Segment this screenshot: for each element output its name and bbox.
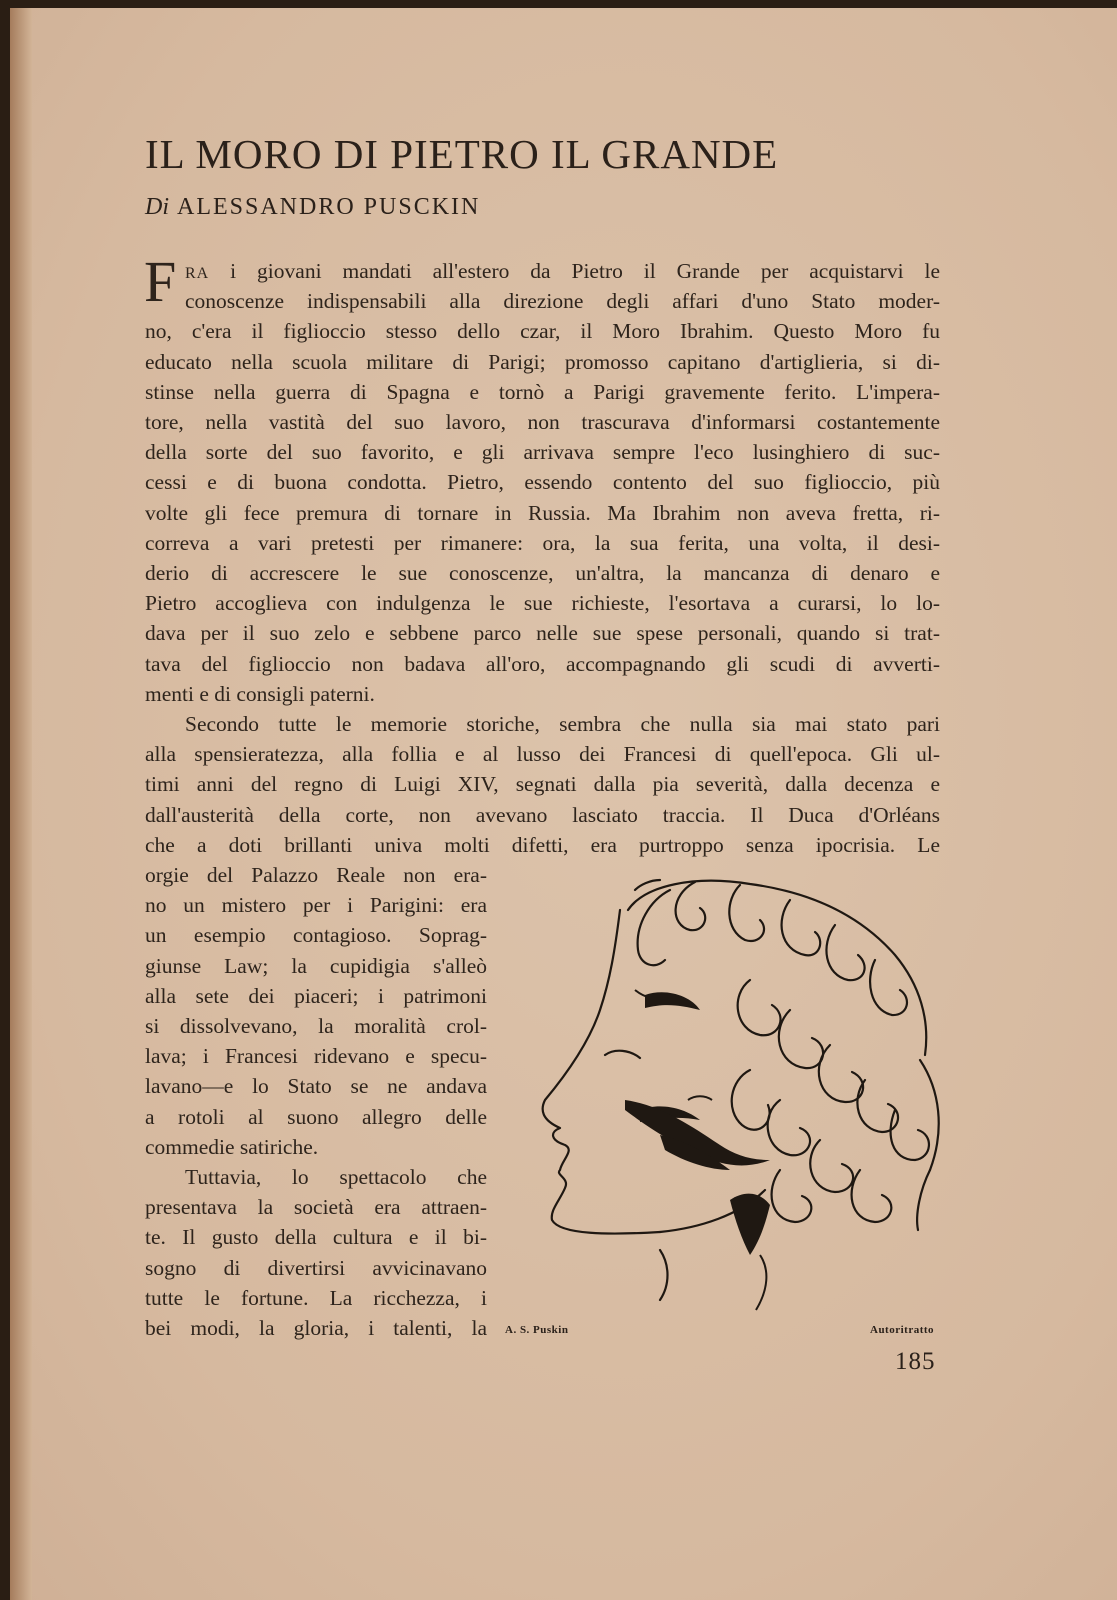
page-number: 185	[895, 1348, 936, 1375]
body-line: Pietro accoglieva con indulgenza le sue richieste, l'esortava a curarsi, lo lo-	[145, 591, 940, 615]
body-line: derio di accrescere le sue conoscenze, un'altra, la mancanza di denaro e	[145, 561, 940, 585]
byline-prefix: Di	[145, 194, 169, 220]
body-line: no, c'era il figlioccio stesso dello czar, il Moro Ibrahim. Questo Moro fu	[145, 319, 940, 343]
body-line: orgie del Palazzo Reale non era-	[145, 863, 487, 887]
body-line: che a doti brillanti univa molti difetti, era purtroppo senza ipocrisia. Le	[145, 833, 940, 857]
body-line: sogno di divertirsi avvicinavano	[145, 1256, 487, 1280]
body-line: dall'austerità della corte, non avevano lasciato traccia. Il Duca d'Orléans	[145, 803, 940, 827]
body-line: timi anni del regno di Luigi XIV, segnati dalla pia severità, dalla decenza e	[145, 772, 940, 796]
drop-cap-continuation: RA	[185, 265, 210, 282]
body-line: cessi e di buona condotta. Pietro, essendo contento del suo figlioccio, più	[145, 470, 940, 494]
author-name: ALESSANDRO PUSCKIN	[177, 194, 481, 220]
body-line: alla spensieratezza, alla follia e al lusso dei Francesi di quell'epoca. Gli ul-	[145, 742, 940, 766]
first-line-text: i giovani mandati all'estero da Pietro il Grande per acquistarvi le	[209, 259, 940, 283]
body-line: menti e di consigli paterni.	[145, 682, 375, 706]
body-line: volte gli fece premura di tornare in Russia. Ma Ibrahim non aveva fretta, ri-	[145, 501, 940, 525]
body-line: tutte le fortune. La ricchezza, i	[145, 1286, 487, 1310]
body-line: presentava la società era attraen-	[145, 1195, 487, 1219]
body-line: bei modi, la gloria, i talenti, la	[145, 1316, 487, 1340]
article-title: IL MORO DI PIETRO IL GRANDE	[145, 131, 779, 177]
figure-caption-right: Autoritratto	[870, 1324, 935, 1336]
body-line: stinse nella guerra di Spagna e tornò a Parigi gravemente ferito. L'impera-	[145, 380, 940, 404]
body-line: lavano—e lo Stato se ne andava	[145, 1074, 487, 1098]
body-line: educato nella scuola militare di Parigi; promosso capitano d'artiglieria, si di-	[145, 350, 940, 374]
body-line: della sorte del suo favorito, e gli arrivava sempre l'eco lusinghiero di suc-	[145, 440, 940, 464]
body-line	[185, 256, 940, 286]
body-line: alla sete dei piaceri; i patrimoni	[145, 984, 487, 1008]
article-byline	[145, 194, 480, 221]
body-line: un esempio contagioso. Soprag-	[145, 923, 487, 947]
body-line: dava per il suo zelo e sebbene parco nelle sue spese personali, quando si trat-	[145, 621, 940, 645]
body-line: Secondo tutte le memorie storiche, sembra che nulla sia mai stato pari	[185, 712, 940, 736]
body-line: tore, nella vastità del suo lavoro, non trascurava d'informarsi costantemente	[145, 410, 940, 434]
book-page	[10, 8, 1117, 1600]
body-line: correva a vari pretesti per rimanere: ora, la sua ferita, una volta, il desi-	[145, 531, 940, 555]
self-portrait-sketch	[520, 870, 960, 1320]
body-line: conoscenze indispensabili alla direzione degli affari d'uno Stato moder-	[185, 289, 940, 313]
body-line: giunse Law; la cupidigia s'alleò	[145, 954, 487, 978]
body-line: lava; i Francesi ridevano e specu-	[145, 1044, 487, 1068]
drop-cap: F	[144, 249, 177, 314]
body-line: a rotoli al suono allegro delle	[145, 1105, 487, 1129]
page-spine-shadow	[10, 8, 32, 1600]
body-line: no un mistero per i Parigini: era	[145, 893, 487, 917]
body-line: Tuttavia, lo spettacolo che	[185, 1165, 487, 1189]
body-line: tava del figlioccio non badava all'oro, accompagnando gli scudi di avverti-	[145, 652, 940, 676]
body-line: te. Il gusto della cultura e il bi-	[145, 1225, 487, 1249]
body-line: commedie satiriche.	[145, 1135, 319, 1159]
figure-caption-left: A. S. Puskin	[505, 1324, 569, 1336]
body-line: si dissolvevano, la moralità crol-	[145, 1014, 487, 1038]
